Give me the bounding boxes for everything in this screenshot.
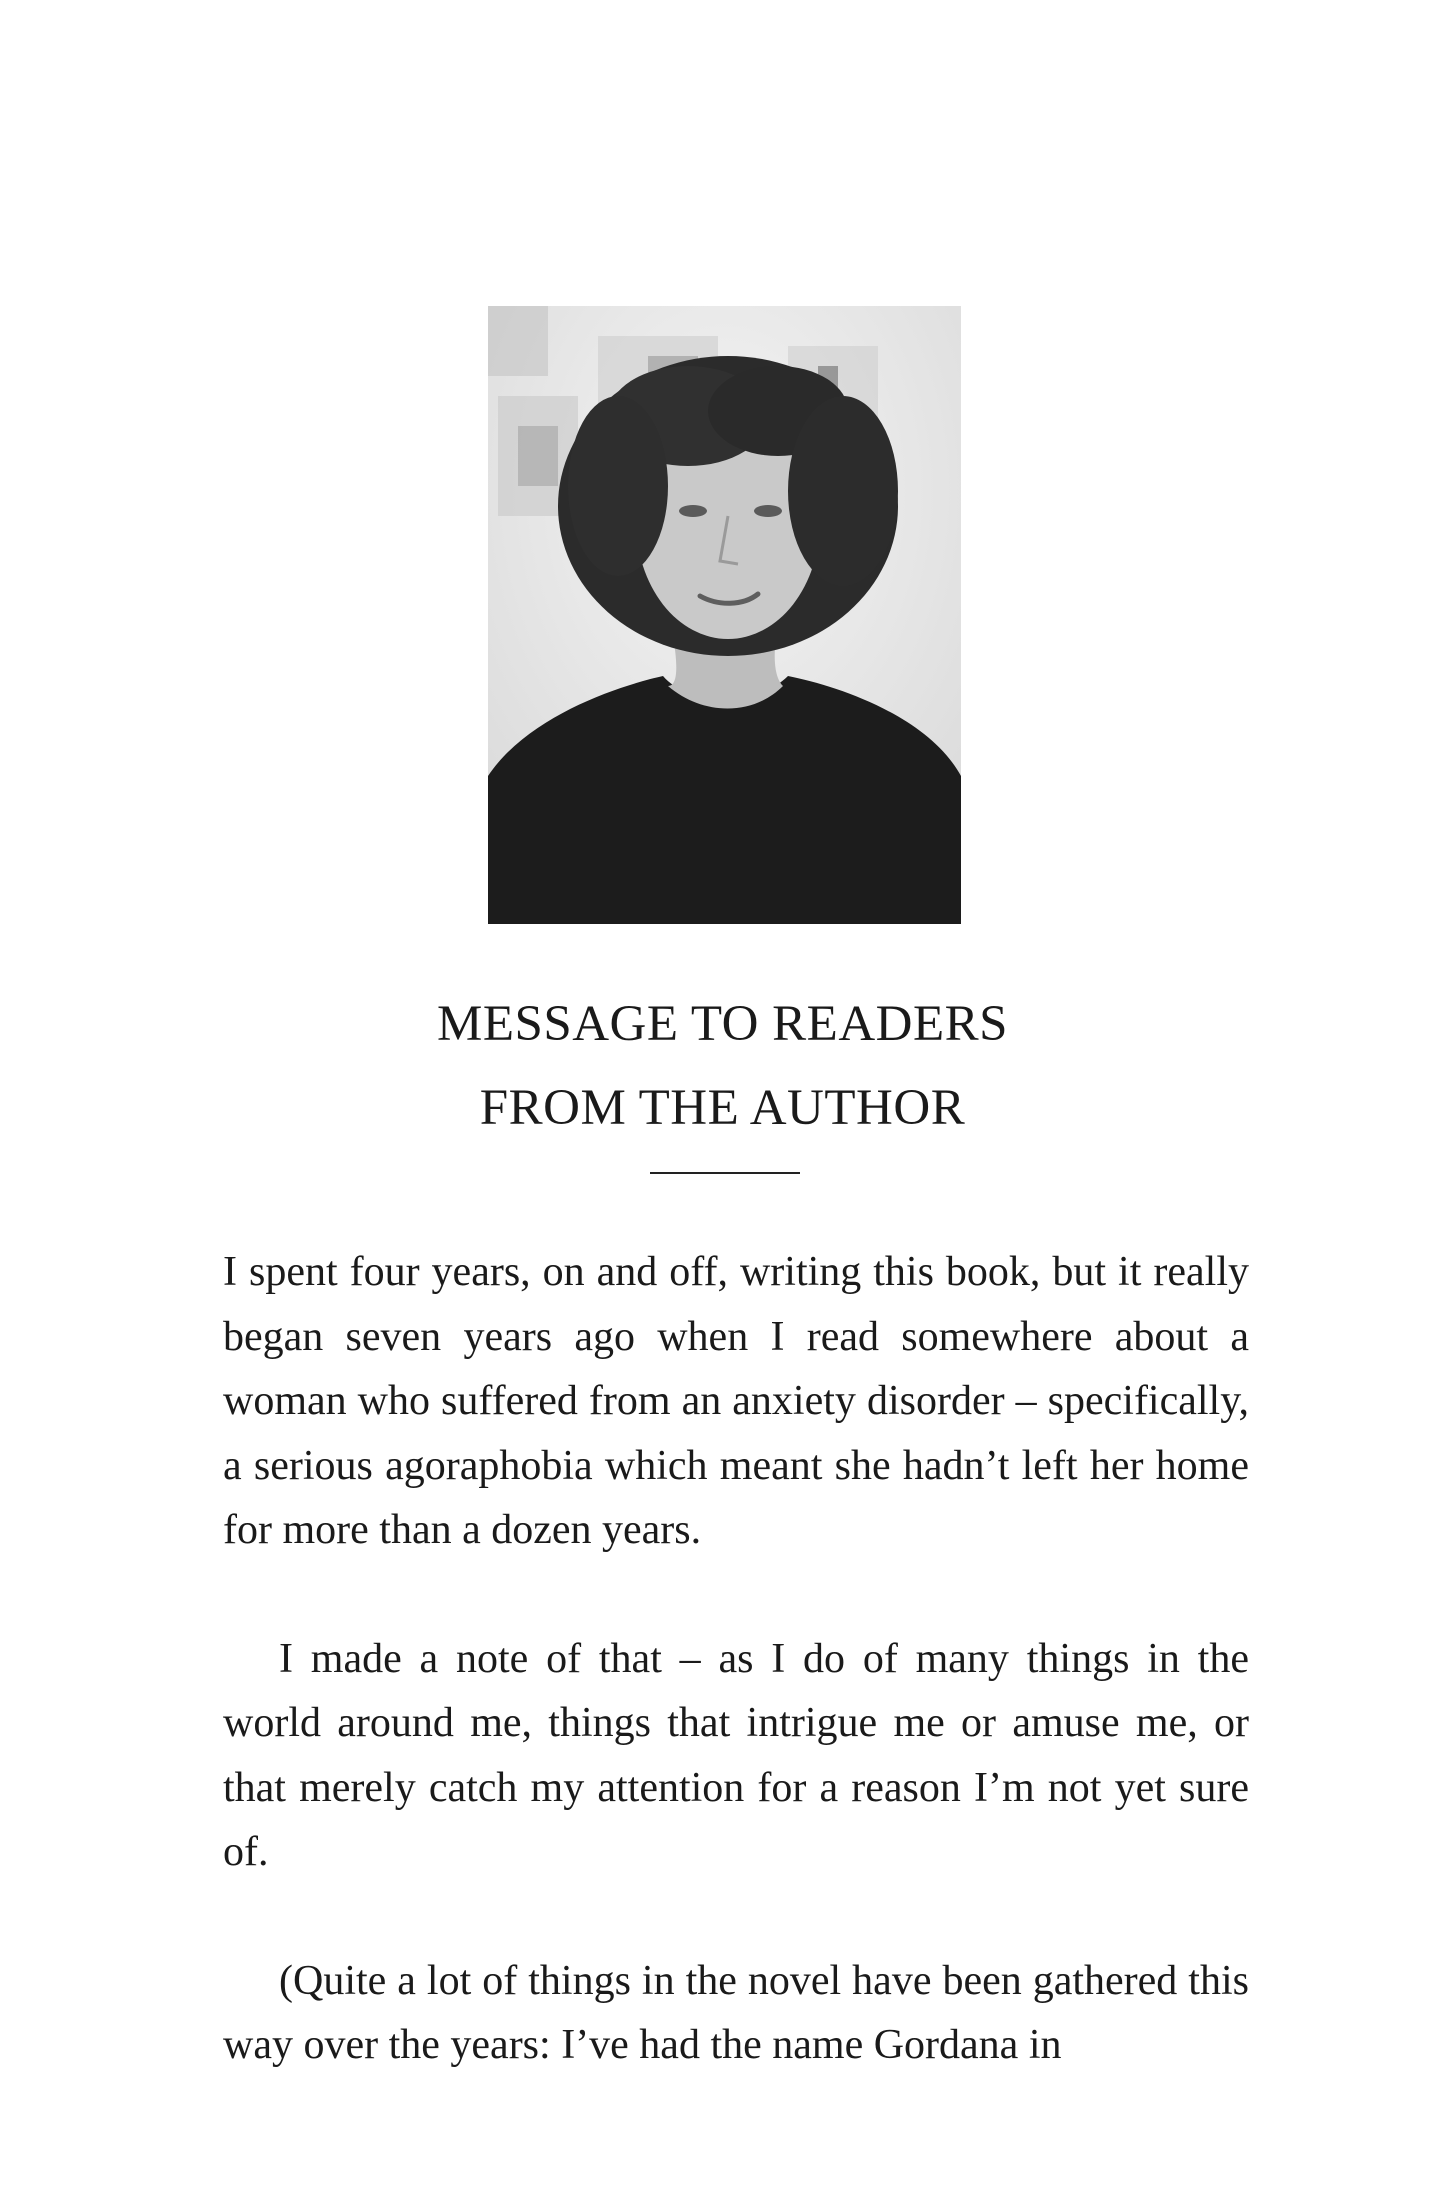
page-title (0, 982, 1445, 1150)
title-line-1: MESSAGE TO READERS (436, 996, 1009, 1052)
title-line-2: FROM THE AUTHOR (479, 1080, 966, 1136)
paragraph-1: I spent four years, on and off, writing this book, but it really began seven years ago when I read somewhere about a woman who suffered from an anxiety disorder – specifically, a serious agoraphobia which meant she hadn’t left her home for more than a dozen years. (223, 1249, 1249, 1553)
message-body (223, 1240, 1249, 2142)
author-portrait-image (488, 306, 961, 924)
paragraph-2: I made a note of that – as I do of many things in the world around me, things that intrigue me or amuse me, or that merely catch my attention for a reason I’m not yet sure of. (223, 1635, 1249, 1875)
divider (650, 1172, 800, 1174)
author-photo (488, 306, 961, 924)
paragraph-3: (Quite a lot of things in the novel have been gathered this way over the years: I’ve had the name Gordana in (223, 1957, 1249, 2068)
